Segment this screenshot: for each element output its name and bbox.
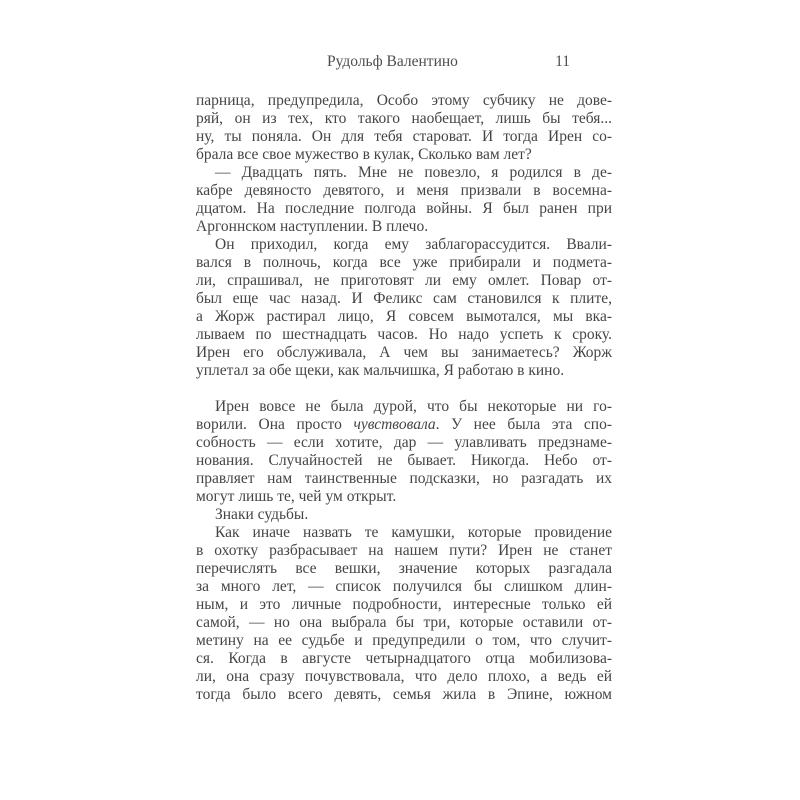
text-line: собность — если хотите, дар — улавливать предзнаме-	[196, 434, 612, 451]
text-line: Аргоннском наступлении. В плечо.	[196, 218, 429, 235]
text-line	[196, 416, 612, 434]
text-line: лываем по шестнадцать часов. Но надо успеть к сроку.	[196, 326, 612, 343]
text-segment: . У нее была эта спо-	[435, 416, 612, 433]
page-number: 11	[555, 53, 570, 70]
text-line: тогда было всего девять, семья жила в Эпине, южном	[196, 686, 612, 703]
text-line: Как иначе назвать те камушки, которые провидение	[215, 524, 612, 541]
text-line: за много лет, — список получился бы слишком длин-	[196, 578, 612, 595]
text-line: нования. Случайностей не бывает. Никогда. Небо от-	[196, 452, 612, 469]
text-line: Он приходил, когда ему заблагорассудится. Ввали-	[215, 236, 612, 253]
text-line: брала все свое мужество в кулак, Сколько вам лет?	[196, 146, 532, 163]
page-text-block	[196, 92, 612, 704]
paragraph	[196, 398, 612, 506]
text-line: а Жорж растирал лицо, Я совсем вымотался, мы вка-	[196, 308, 612, 325]
text-line: ным, и это личные подробности, интересные только ей	[196, 596, 612, 613]
paragraph	[196, 506, 612, 524]
text-line: — Двадцать пять. Мне не повезло, я родился в де-	[215, 164, 612, 181]
text-line: перечислять все вешки, значение которых разгадала	[196, 560, 612, 577]
text-line: Знаки судьбы.	[215, 506, 309, 523]
running-header-title: Рудольф Валентино	[327, 53, 458, 70]
text-line: в охотку разбрасывает на нашем пути? Ирен не станет	[196, 542, 612, 559]
text-line: ся. Когда в августе четырнадцатого отца мобилизова-	[196, 650, 612, 667]
text-line: уплетал за обе щеки, как мальчишка, Я работаю в кино.	[196, 362, 565, 379]
text-line: метину на ее судьбе и предупредили о том, что случит-	[196, 632, 612, 649]
paragraph	[196, 236, 612, 380]
text-line: ли, спрашивал, не приготовят ли ему омлет. Повар от-	[196, 272, 612, 289]
text-line: дцатом. На последние полгода войны. Я был ранен при	[196, 200, 612, 217]
text-line: Ирен его обслуживала, А чем вы занимаетесь? Жорж	[196, 344, 612, 361]
text-line: могут лишь те, чей ум открыт.	[196, 488, 397, 505]
running-header	[196, 53, 612, 71]
text-line: правляет нам таинственные подсказки, но разгадать их	[196, 470, 612, 487]
text-line: вался в полночь, когда все уже прибирали и подмета-	[196, 254, 612, 271]
text-line: самой, — но она выбрала бы три, которые оставили от-	[196, 614, 612, 631]
text-line: был еще час назад. И Феликс сам становился к плите,	[196, 290, 612, 307]
text-line: ряй, он из тех, кто такого наобещает, лишь бы тебя...	[196, 110, 612, 127]
text-line: Ирен вовсе не была дурой, что бы некоторые ни го-	[215, 398, 612, 415]
paragraph	[196, 524, 612, 704]
text-line: ли, она сразу почувствовала, что дело плохо, а ведь ей	[196, 668, 612, 685]
text-segment: ворили. Она просто	[196, 416, 354, 433]
text-line: парница, предупредила, Особо этому субчику не дове-	[196, 92, 612, 109]
text-line: кабре девяносто девятого, и меня призвали в восемна-	[196, 182, 612, 199]
emphasized-text: чувствовала	[353, 416, 436, 433]
text-line: ну, ты поняла. Он для тебя староват. И тогда Ирен со-	[196, 128, 612, 145]
paragraph	[196, 92, 612, 164]
paragraph	[196, 164, 612, 236]
